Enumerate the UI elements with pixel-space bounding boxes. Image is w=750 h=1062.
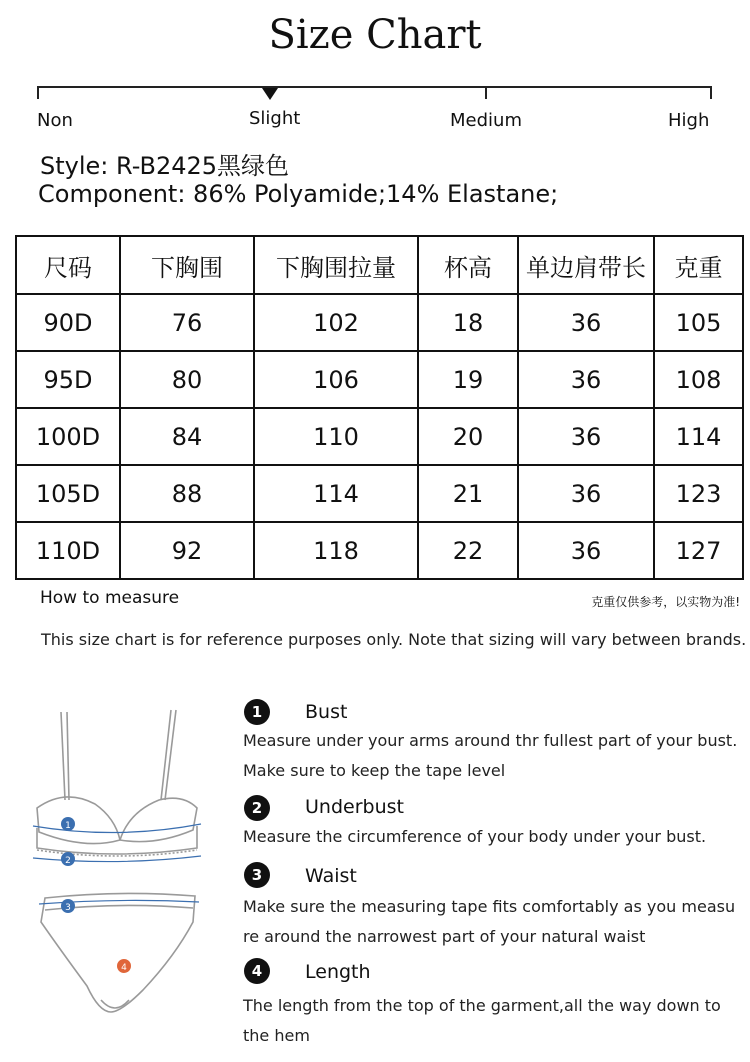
component-text: Component: 86% Polyamide;14% Elastane;	[38, 180, 559, 208]
scale-pointer-icon	[262, 88, 278, 100]
number-3-icon: 3	[244, 862, 270, 888]
header-cell: 杯高	[418, 236, 518, 294]
table-cell: 110	[254, 408, 418, 465]
table-cell: 21	[418, 465, 518, 522]
marker-label: 3	[65, 903, 71, 913]
table-cell: 19	[418, 351, 518, 408]
bikini-illustration	[25, 700, 210, 1035]
how-to-measure-heading: How to measure	[40, 588, 180, 608]
number-2-icon: 2	[244, 795, 270, 821]
table-cell: 18	[418, 294, 518, 351]
instruction-title: Length	[305, 961, 371, 983]
scale-tick	[710, 86, 712, 99]
table-cell: 36	[518, 522, 654, 579]
scale-line	[38, 86, 712, 88]
table-cell: 118	[254, 522, 418, 579]
table-cell: 110D	[16, 522, 120, 579]
table-cell: 114	[654, 408, 743, 465]
instruction-text: re around the narrowest part of your natural waist	[243, 927, 646, 946]
table-header-row	[16, 236, 743, 294]
instruction-text: Measure under your arms around thr fullest part of your bust.	[243, 731, 738, 750]
style-text: Style: R-B2425黑绿色	[40, 152, 290, 180]
scale-label-non: Non	[37, 110, 73, 131]
table-cell: 36	[518, 465, 654, 522]
table-row	[16, 522, 743, 579]
size-table	[15, 235, 744, 580]
table-cell: 127	[654, 522, 743, 579]
header-cell: 下胸围拉量	[254, 236, 418, 294]
instruction-text: the hem	[243, 1026, 310, 1045]
table-cell: 20	[418, 408, 518, 465]
scale-label-medium: Medium	[450, 110, 522, 131]
disclaimer-text: This size chart is for reference purposes only. Note that sizing will vary between brands.	[41, 630, 747, 649]
marker-2-icon	[61, 852, 75, 866]
marker-1-icon	[61, 817, 75, 831]
table-cell: 108	[654, 351, 743, 408]
weight-note: 克重仅供参考，以实物为准!	[591, 595, 740, 609]
number-1-icon: 1	[244, 699, 270, 725]
instruction-text: Measure the circumference of your body under your bust.	[243, 827, 707, 846]
marker-label: 1	[65, 821, 71, 831]
table-cell: 90D	[16, 294, 120, 351]
header-cell: 下胸围	[120, 236, 254, 294]
table-cell: 114	[254, 465, 418, 522]
page-title: Size Chart	[268, 12, 482, 58]
table-cell: 76	[120, 294, 254, 351]
marker-label: 2	[65, 856, 71, 866]
number-4-icon: 4	[244, 958, 270, 984]
table-cell: 100D	[16, 408, 120, 465]
table-cell: 22	[418, 522, 518, 579]
table-cell: 36	[518, 408, 654, 465]
marker-3-icon	[61, 899, 75, 913]
table-cell: 106	[254, 351, 418, 408]
table-cell: 92	[120, 522, 254, 579]
table-row	[16, 465, 743, 522]
table-row	[16, 408, 743, 465]
header-cell: 单边肩带长	[518, 236, 654, 294]
table-cell: 84	[120, 408, 254, 465]
table-cell: 80	[120, 351, 254, 408]
table-cell: 88	[120, 465, 254, 522]
instruction-title: Bust	[305, 701, 348, 723]
table-cell: 36	[518, 294, 654, 351]
header-cell: 尺码	[16, 236, 120, 294]
instruction-title: Underbust	[305, 796, 404, 818]
table-cell: 105D	[16, 465, 120, 522]
marker-label: 4	[121, 963, 127, 973]
marker-4-icon	[117, 959, 131, 973]
table-cell: 95D	[16, 351, 120, 408]
table-cell: 123	[654, 465, 743, 522]
instruction-text: The length from the top of the garment,all the way down to	[243, 996, 721, 1015]
scale-label-slight: Slight	[249, 108, 301, 129]
scale-label-high: High	[668, 110, 710, 131]
scale-tick	[485, 86, 487, 99]
table-cell: 36	[518, 351, 654, 408]
table-cell: 102	[254, 294, 418, 351]
instruction-title: Waist	[305, 865, 357, 887]
table-cell: 105	[654, 294, 743, 351]
instruction-text: Make sure to keep the tape level	[243, 761, 506, 780]
instruction-text: Make sure the measuring tape fits comfortably as you measu	[243, 897, 736, 916]
header-cell: 克重	[654, 236, 743, 294]
table-row	[16, 294, 743, 351]
scale-tick	[37, 86, 39, 99]
table-row	[16, 351, 743, 408]
